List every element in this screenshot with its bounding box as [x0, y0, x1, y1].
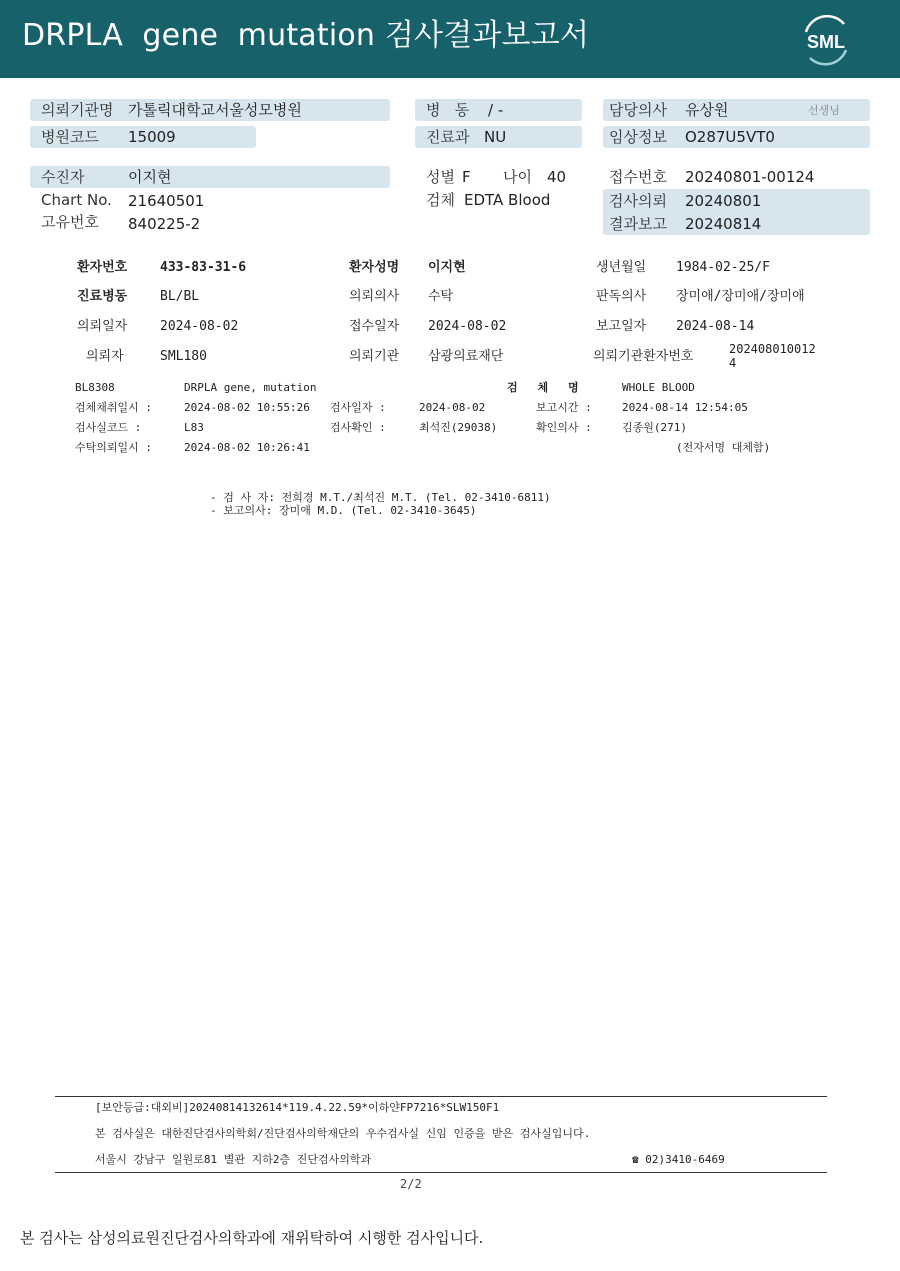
confirm-doctor-value: 김종원(271): [622, 421, 687, 434]
report-date-value: 2024-08-14: [676, 319, 755, 334]
patient-no-value: 433-83-31-6: [160, 260, 247, 275]
test-name: DRPLA gene, mutation: [184, 381, 317, 394]
exam-confirm-value: 최석진(29038): [419, 421, 498, 434]
patient-name-label: 환자성명: [349, 260, 400, 275]
ward-value-2: BL/BL: [160, 289, 200, 304]
receipt-no-label: 접수번호: [609, 168, 667, 186]
exam-date-label: 검사일자 :: [330, 401, 386, 414]
req-inst-value: 삼광의료재단: [428, 349, 504, 364]
page-number: 2/2: [400, 1177, 422, 1191]
clinical-value: O287U5VT0: [685, 128, 775, 146]
sex-value: F: [462, 168, 471, 186]
department-value: NU: [484, 128, 507, 146]
institution-value: 가톨릭대학교서울성모병원: [128, 101, 302, 119]
report-doctor-line: - 보고의사: 장미애 M.D. (Tel. 02-3410-3645): [210, 504, 477, 517]
clinical-label: 임상정보: [609, 128, 667, 146]
dob-label: 생년월일: [596, 260, 647, 275]
report-header: [0, 0, 900, 78]
institution-label: 의뢰기관명: [41, 101, 114, 119]
patient-label: 수진자: [41, 168, 85, 186]
receipt-no-value: 20240801-00124: [685, 168, 815, 186]
age-label: 나이: [503, 168, 532, 186]
request-label: 검사의뢰: [609, 192, 667, 210]
req-date-value: 2024-08-02: [160, 319, 239, 334]
patient-value: 이지현: [128, 168, 172, 186]
report-label: 결과보고: [609, 215, 667, 233]
req-inst-patno-label: 의뢰기관환자번호: [593, 349, 694, 364]
certification-line: 본 검사실은 대한진단검사의학회/진단검사의학재단의 우수검사실 신임 인증을 받은 검사실입니다.: [95, 1127, 591, 1140]
security-line: [보안등급:대외비]20240814132614*119.4.22.59*이하얀FP7216*SLW150F1: [95, 1101, 500, 1114]
report-time-value: 2024-08-14 12:54:05: [622, 401, 748, 414]
outsource-dt-label: 수탁의뢰일시 :: [75, 441, 153, 454]
id-label: 고유번호: [41, 213, 99, 231]
reading-doctor-label: 판독의사: [596, 289, 647, 304]
chart-label: Chart No.: [41, 191, 112, 209]
doctor-value: 유상원: [685, 101, 729, 119]
lab-code-label: 검사실코드 :: [75, 421, 142, 434]
e-signature-note: (전자서명 대체함): [676, 441, 771, 454]
reading-doctor-value: 장미애/장미애/장미애: [676, 289, 805, 304]
dob-value: 1984-02-25/F: [676, 260, 770, 275]
report-date-label: 보고일자: [596, 319, 647, 334]
specimen-name-value: WHOLE BLOOD: [622, 381, 695, 394]
test-code: BL8308: [75, 381, 115, 394]
hospital-code-value: 15009: [128, 128, 176, 146]
footer-top-rule: [55, 1096, 827, 1097]
hospital-code-label: 병원코드: [41, 128, 99, 146]
age-value: 40: [547, 168, 567, 186]
specimen-name-label: 검 체 명: [507, 381, 579, 394]
req-inst-patno-value-2: 4: [729, 356, 737, 370]
confirm-doctor-label: 확인의사 :: [536, 421, 592, 434]
req-inst-patno-value-1: 202408010012: [729, 342, 816, 356]
doctor-label: 담당의사: [609, 101, 667, 119]
specimen-label: 검체: [426, 191, 455, 209]
ward-value: / -: [488, 101, 504, 119]
specimen-value: EDTA Blood: [464, 191, 551, 209]
footer-bottom-rule: [55, 1172, 827, 1173]
exam-confirm-label: 검사확인 :: [330, 421, 386, 434]
requester-label: 의뢰자: [86, 349, 124, 364]
lab-code-value: L83: [184, 421, 204, 434]
sml-logo: [796, 10, 856, 70]
logo-text: SML: [807, 32, 845, 52]
sex-label: 성별: [426, 168, 455, 186]
doctor-suffix: 선생님: [808, 104, 840, 117]
chart-value: 21640501: [128, 192, 205, 210]
collect-dt-value: 2024-08-02 10:55:26: [184, 401, 310, 414]
collect-dt-label: 검체채취일시 :: [75, 401, 153, 414]
report-value: 20240814: [685, 215, 762, 233]
report-title: DRPLA gene mutation 검사결과보고서: [22, 18, 590, 53]
department-label: 진료과: [426, 128, 470, 146]
report-time-label: 보고시간 :: [536, 401, 592, 414]
requester-value: SML180: [160, 349, 207, 364]
receipt-date-label: 접수일자: [349, 319, 400, 334]
reference-notice: 본 검사는 삼성의료원진단검사의학과에 재위탁하여 시행한 검사입니다.: [20, 1229, 484, 1247]
req-date-label: 의뢰일자: [77, 319, 128, 334]
address-line: 서울시 강남구 일원로81 별관 지하2층 진단검사의학과: [95, 1153, 372, 1166]
outsource-dt-value: 2024-08-02 10:26:41: [184, 441, 310, 454]
ward-label-2: 진료병동: [77, 289, 128, 304]
ward-label: 병 동: [426, 101, 470, 119]
patient-no-label: 환자번호: [77, 260, 128, 275]
req-inst-label: 의뢰기관: [349, 349, 400, 364]
req-doctor-value: 수탁: [428, 289, 454, 304]
phone-number: ☎ 02)3410-6469: [632, 1153, 725, 1166]
patient-name-value: 이지현: [428, 260, 466, 275]
tester-line: - 검 사 자: 전희경 M.T./최석진 M.T. (Tel. 02-3410-6811): [210, 491, 551, 504]
receipt-date-value: 2024-08-02: [428, 319, 507, 334]
request-value: 20240801: [685, 192, 762, 210]
id-value: 840225-2: [128, 215, 201, 233]
exam-date-value: 2024-08-02: [419, 401, 486, 414]
req-doctor-label: 의뢰의사: [349, 289, 400, 304]
